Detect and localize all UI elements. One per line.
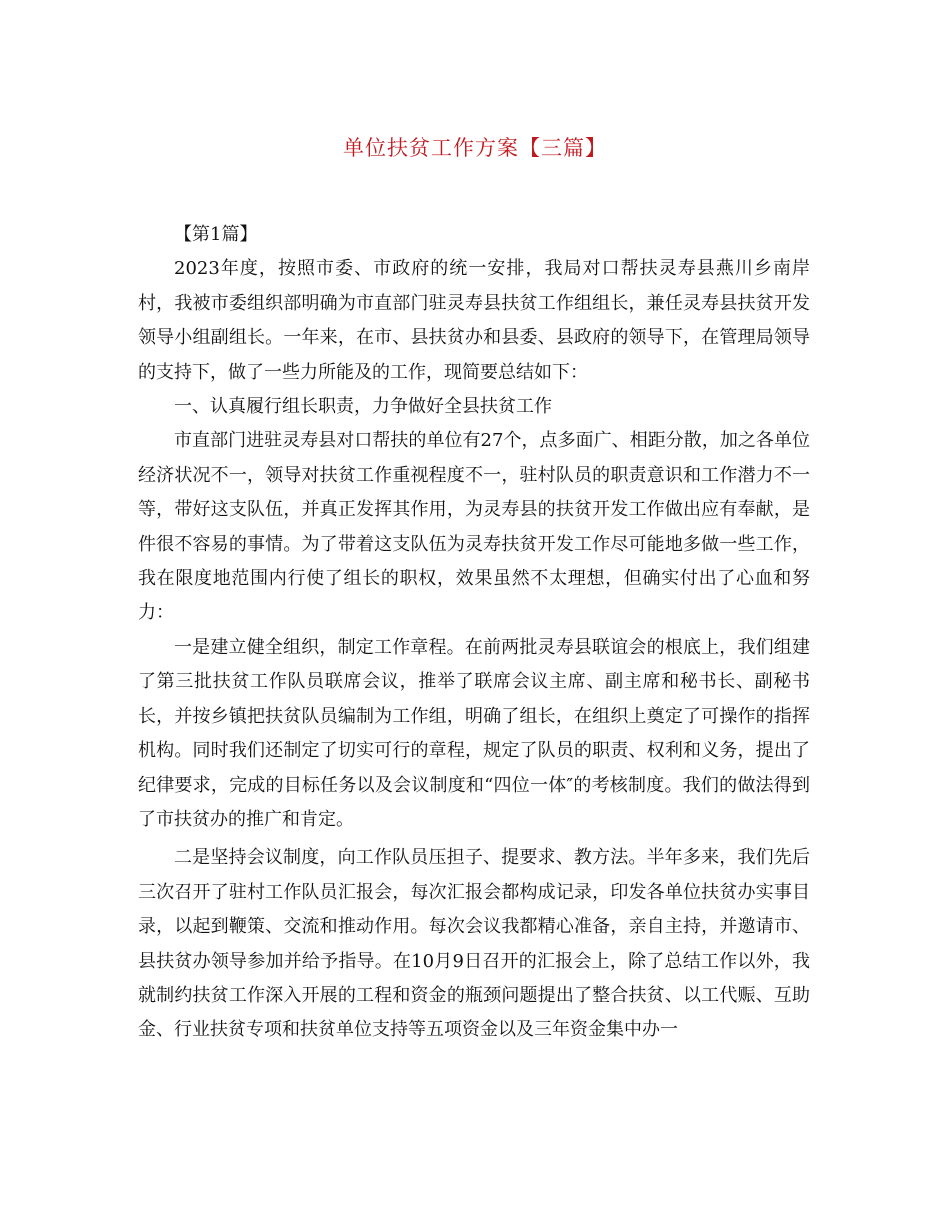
paragraph-heading-one: 一、认真履行组长职责，力争做好全县扶贫工作 — [174, 396, 552, 418]
paragraph-point-one: 一是建立健全组织，制定工作章程。在前两批灵寿县联谊会的根底上，我们组建了第三批扶贫工作队员联席会议，推举了联席会议主席、副主席和秘书长、副秘书长，并按乡镇把扶贫队员编制为工作组，明确了组长，在组织上奠定了可操作的指挥机构。同时我们还制定了切实可行的章程，规定了队员的职责、权利和义务，提出了纪律要求，完成的目标任务以及会议制度和“四位一体″的考核制度。我们的做法得到了市扶贫办的推广和肯定。 — [138, 636, 810, 830]
document-body — [138, 218, 810, 1048]
paragraph-intro: 2023年度，按照市委、市政府的统一安排，我局对口帮扶灵寿县燕川乡南岸村，我被市委组织部明确为市直部门驻灵寿县扶贫工作组组长，兼任灵寿县扶贫开发领导小组副组长。一年来，在市、县扶贫办和县委、县政府的领导下，在管理局领导的支持下，做了一些力所能及的工作，现简要总结如下： — [138, 258, 810, 383]
section-heading: 【第1篇】 — [174, 224, 258, 245]
document-title: 单位扶贫工作方案【三篇】 — [343, 136, 607, 160]
paragraph-point-two: 二是坚持会议制度，向工作队员压担子、提要求、教方法。半年多来，我们先后三次召开了驻村工作队员汇报会，每次汇报会都构成记录，印发各单位扶贫办实事目录，以起到鞭策、交流和推动作用。每次会议我都精心准备，亲自主持，并邀请市、县扶贫办领导参加并给予指导。在10月9日召开的汇报会上，除了总结工作以外，我就制约扶贫工作深入开展的工程和资金的瓶颈问题提出了整合扶贫、以工代赈、互助金、行业扶贫专项和扶贫单位支持等五项资金以及三年资金集中办一 — [138, 847, 810, 1041]
paragraph-body: 市直部门进驻灵寿县对口帮扶的单位有27个，点多面广、相距分散，加之各单位经济状况不一，领导对扶贫工作重视程度不一，驻村队员的职责意识和工作潜力不一等，带好这支队伍，并真正发挥其作用，为灵寿县的扶贫开发工作做出应有奉献，是件很不容易的事情。为了带着这支队伍为灵寿扶贫开发工作尽可能地多做一些工作，我在限度地范围内行使了组长的职权，效果虽然不太理想，但确实付出了心血和努力： — [138, 430, 810, 624]
